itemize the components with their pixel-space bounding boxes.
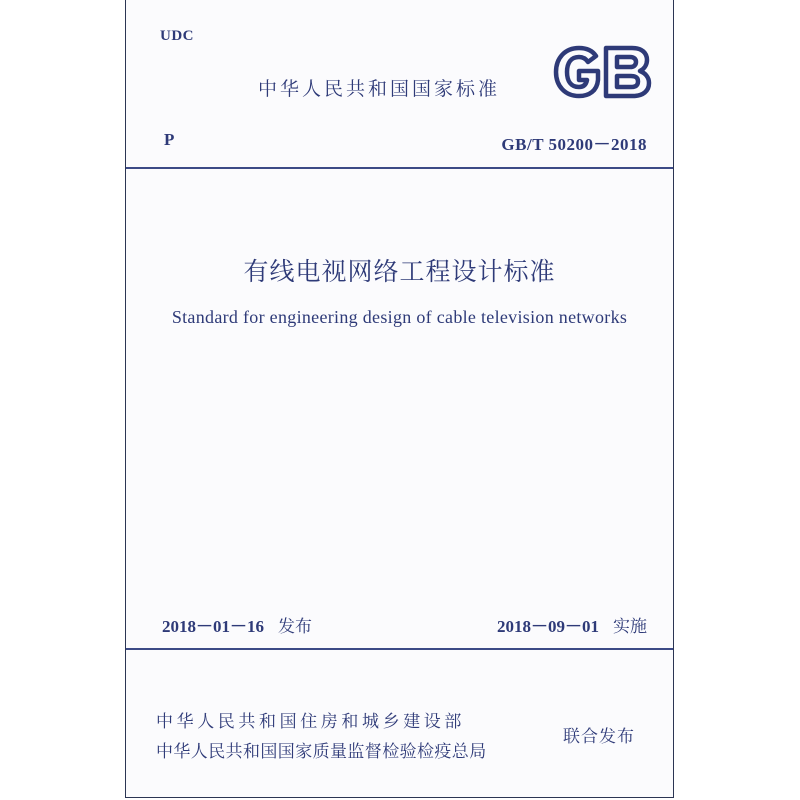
issue-label: 发布 <box>278 617 312 637</box>
bottom-divider <box>126 648 673 650</box>
implement-date-line <box>497 612 647 637</box>
implement-date: 2018－09－01 <box>497 617 599 636</box>
classification-code: P <box>164 130 175 149</box>
ministry-quality: 中华人民共和国国家质量监督检验检疫总局 <box>156 742 487 762</box>
standard-cover-page <box>125 0 674 798</box>
chinese-title: 有线电视网络工程设计标准 <box>243 257 556 286</box>
ministry-housing: 中华人民共和国住房和城乡建设部 <box>156 712 465 732</box>
joint-publication-label: 联合发布 <box>563 727 635 747</box>
implement-label: 实施 <box>613 617 647 637</box>
udc-label: UDC <box>160 28 194 44</box>
standard-number: GB/T 50200－2018 <box>501 135 647 154</box>
issue-date: 2018－01－16 <box>162 617 264 636</box>
gb-logo <box>552 44 652 100</box>
national-standard-heading: 中华人民共和国国家标准 <box>258 78 501 100</box>
english-title: Standard for engineering design of cable television networks <box>171 307 628 327</box>
top-divider <box>126 167 673 169</box>
issue-date-line <box>162 612 312 637</box>
